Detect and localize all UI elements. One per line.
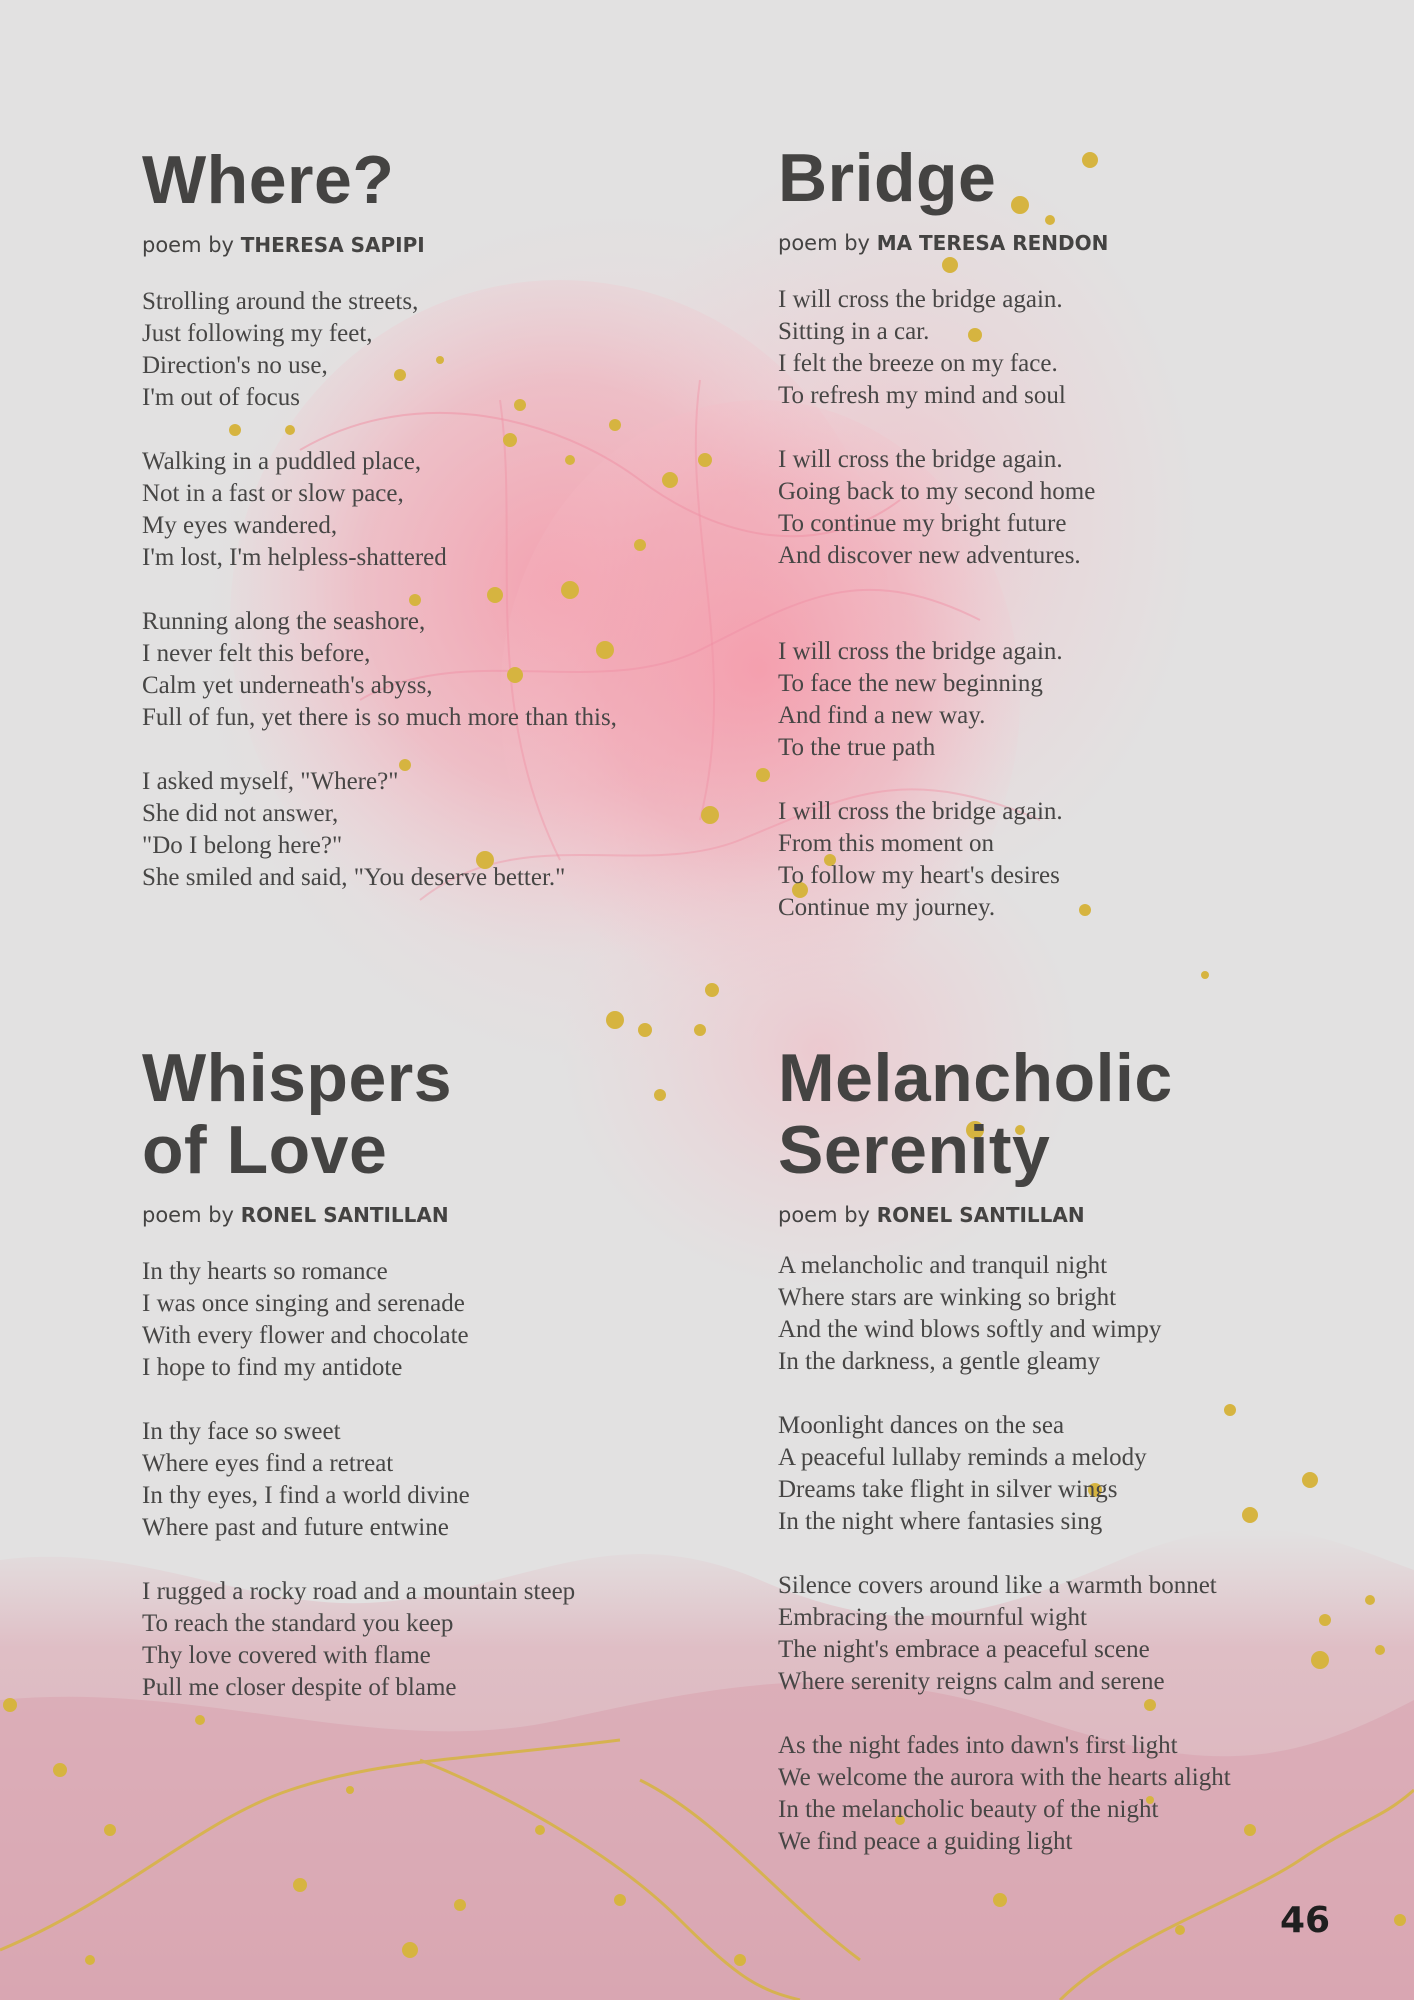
poem-body — [142, 1256, 702, 1704]
poem-bridge — [778, 142, 1338, 956]
verse-line: Where stars are winking so bright — [778, 1284, 1117, 1311]
poem-body — [778, 284, 1338, 924]
verse-line: Where serenity reigns calm and serene — [778, 1668, 1165, 1695]
verse-line: Running along the seashore, — [142, 608, 426, 635]
byline-prefix: poem by — [142, 1203, 234, 1227]
verse-line: I will cross the bridge again. — [778, 446, 1063, 473]
verse-line: We find peace a guiding light — [778, 1828, 1073, 1855]
author-name: MA TERESA RENDON — [876, 231, 1109, 255]
verse-line: I rugged a rocky road and a mountain steep — [142, 1578, 576, 1605]
verse-line: And discover new adventures. — [778, 542, 1081, 569]
verse-line: Pull me closer despite of blame — [142, 1674, 457, 1701]
stanza — [778, 444, 1338, 572]
verse-line: Calm yet underneath's abyss, — [142, 672, 433, 699]
poem-whispers-of-love — [142, 1042, 702, 1736]
verse-line: I was once singing and serenade — [142, 1290, 465, 1317]
poem-body — [142, 286, 662, 894]
verse-line: In thy eyes, I find a world divine — [142, 1482, 470, 1509]
author-name: THERESA SAPIPI — [240, 233, 425, 257]
verse-line: Not in a fast or slow pace, — [142, 480, 404, 507]
byline-prefix: poem by — [778, 1203, 870, 1227]
byline — [142, 232, 662, 258]
verse-line: My eyes wandered, — [142, 512, 338, 539]
verse-line: As the night fades into dawn's first light — [778, 1732, 1178, 1759]
stanza — [778, 1730, 1378, 1858]
verse-line: Where eyes find a retreat — [142, 1450, 394, 1477]
stanza — [778, 1250, 1378, 1378]
verse-line: Continue my journey. — [778, 894, 996, 921]
verse-line: In thy face so sweet — [142, 1418, 341, 1445]
stanza — [142, 766, 662, 894]
stanza — [142, 1256, 702, 1384]
poem-title — [142, 144, 662, 216]
poem-title — [142, 1042, 702, 1186]
stanza — [778, 796, 1338, 924]
stanza — [778, 636, 1338, 764]
stanza — [778, 1570, 1378, 1698]
verse-line: She smiled and said, "You deserve better." — [142, 864, 566, 891]
verse-line: Embracing the mournful wight — [778, 1604, 1087, 1631]
verse-line: I will cross the bridge again. — [778, 798, 1063, 825]
stanza — [142, 1576, 702, 1704]
title-line: Melancholic — [778, 1040, 1173, 1116]
stanza — [142, 606, 662, 734]
verse-line: I will cross the bridge again. — [778, 286, 1063, 313]
verse-line: To face the new beginning — [778, 670, 1043, 697]
verse-line: Just following my feet, — [142, 320, 373, 347]
poem-title — [778, 142, 1338, 214]
verse-line: In the darkness, a gentle gleamy — [778, 1348, 1101, 1375]
byline-prefix: poem by — [778, 231, 870, 255]
stanza — [142, 446, 662, 574]
verse-line: I asked myself, "Where?" — [142, 768, 399, 795]
verse-line: In the night where fantasies sing — [778, 1508, 1103, 1535]
byline — [778, 1202, 1378, 1228]
verse-line: I felt the breeze on my face. — [778, 350, 1058, 377]
author-name: RONEL SANTILLAN — [240, 1203, 449, 1227]
verse-line: To continue my bright future — [778, 510, 1067, 537]
verse-line: With every flower and chocolate — [142, 1322, 469, 1349]
verse-line: I never felt this before, — [142, 640, 371, 667]
stanza — [142, 286, 662, 414]
stanza — [778, 1410, 1378, 1538]
verse-line: Direction's no use, — [142, 352, 328, 379]
verse-line: A melancholic and tranquil night — [778, 1252, 1108, 1279]
verse-line: Sitting in a car. — [778, 318, 930, 345]
verse-line: In thy hearts so romance — [142, 1258, 388, 1285]
verse-line: Walking in a puddled place, — [142, 448, 422, 475]
poem-melancholic-serenity — [778, 1042, 1378, 1890]
verse-line: A peaceful lullaby reminds a melody — [778, 1444, 1147, 1471]
verse-line: And find a new way. — [778, 702, 986, 729]
stanza — [778, 284, 1338, 412]
verse-line: To refresh my mind and soul — [778, 382, 1066, 409]
verse-line: To reach the standard you keep — [142, 1610, 454, 1637]
page-number: 46 — [1280, 1900, 1331, 1941]
verse-line: I will cross the bridge again. — [778, 638, 1063, 665]
verse-line: Going back to my second home — [778, 478, 1096, 505]
poem-where — [142, 144, 662, 926]
verse-line: Silence covers around like a warmth bonnet — [778, 1572, 1217, 1599]
verse-line: From this moment on — [778, 830, 994, 857]
stanza — [142, 1416, 702, 1544]
poem-body — [778, 1250, 1378, 1858]
verse-line: Thy love covered with flame — [142, 1642, 431, 1669]
verse-line: In the melancholic beauty of the night — [778, 1796, 1159, 1823]
verse-line: To follow my heart's desires — [778, 862, 1060, 889]
verse-line: And the wind blows softly and wimpy — [778, 1316, 1162, 1343]
verse-line: Where past and future entwine — [142, 1514, 449, 1541]
verse-line: She did not answer, — [142, 800, 339, 827]
verse-line: Strolling around the streets, — [142, 288, 419, 315]
byline — [778, 230, 1338, 256]
title-line: of Love — [142, 1112, 388, 1188]
verse-line: The night's embrace a peaceful scene — [778, 1636, 1150, 1663]
verse-line: I hope to find my antidote — [142, 1354, 403, 1381]
verse-line: To the true path — [778, 734, 936, 761]
verse-line: I'm out of focus — [142, 384, 300, 411]
title-line: Serenity — [778, 1112, 1051, 1188]
verse-line: Moonlight dances on the sea — [778, 1412, 1065, 1439]
title-line: Whispers — [142, 1040, 453, 1116]
byline-prefix: poem by — [142, 233, 234, 257]
author-name: RONEL SANTILLAN — [876, 1203, 1085, 1227]
verse-line: I'm lost, I'm helpless-shattered — [142, 544, 447, 571]
verse-line: "Do I belong here?" — [142, 832, 343, 859]
title-line: Where? — [142, 142, 395, 218]
verse-line: Full of fun, yet there is so much more than this, — [142, 704, 617, 731]
poem-title — [778, 1042, 1378, 1186]
byline — [142, 1202, 702, 1228]
verse-line: Dreams take flight in silver wings — [778, 1476, 1118, 1503]
title-line: Bridge — [778, 140, 997, 216]
verse-line: We welcome the aurora with the hearts alight — [778, 1764, 1231, 1791]
